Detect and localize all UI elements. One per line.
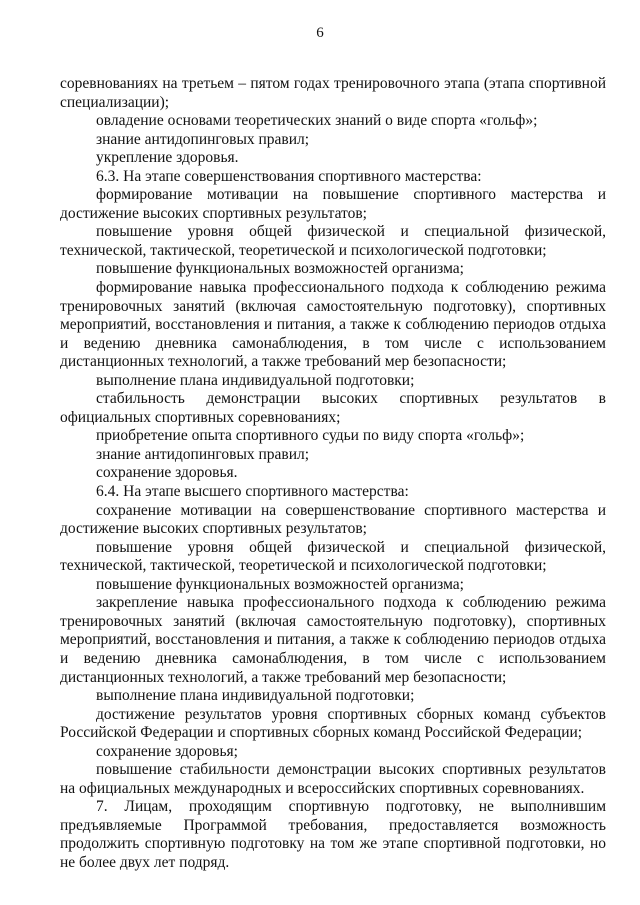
paragraph: повышение функциональных возможностей организма; <box>96 575 464 593</box>
paragraph: повышение функциональных возможностей организма; <box>96 260 464 278</box>
paragraph: сохранение здоровья. <box>96 464 238 482</box>
paragraph: сохранение здоровья; <box>96 742 238 760</box>
document-body <box>60 75 606 873</box>
paragraph: 7. Лицам, проходящим спортивную подготовку, не выполнившим предъявляемые Программой требования, предоставляется возможность продолжить спортивную подготовку на том же этапе спортивной подготовки, но не более двух лет подряд. <box>60 798 606 871</box>
paragraph: повышение уровня общей физической и специальной физической, технической, тактической, теоретической и психологической подготовки; <box>60 538 606 575</box>
paragraph: приобретение опыта спортивного судьи по виду спорта «гольф»; <box>96 427 525 445</box>
paragraph: выполнение плана индивидуальной подготовки; <box>96 687 415 705</box>
paragraph: повышение уровня общей физической и специальной физической, технической, тактической, теоретической и психологической подготовки; <box>60 223 606 259</box>
paragraph: достижение результатов уровня спортивных сборных команд субъектов Российской Федерации и спортивных сборных команд Российской Федерации; <box>60 705 606 742</box>
paragraph: формирование навыка профессионального подхода к соблюдению режима тренировочных занятий (включая самостоятельную подготовку), спортивных мероприятий, восстановления и питания, а также к соблюдению периодов отдыха и ведению дневника самонаблюдения, в том числе с использованием дистанционных технологий, а также требований мер безопасности; <box>60 279 606 371</box>
paragraph: сохранение мотивации на совершенствование спортивного мастерства и достижение высоких спортивных результатов; <box>60 501 606 538</box>
paragraph: 6.3. На этапе совершенствования спортивного мастерства: <box>96 167 482 185</box>
paragraph: знание антидопинговых правил; <box>96 130 310 148</box>
paragraph: овладение основами теоретических знаний о виде спорта «гольф»; <box>96 112 538 130</box>
paragraph: 6.4. На этапе высшего спортивного мастерства: <box>96 483 409 501</box>
paragraph: повышение стабильности демонстрации высоких спортивных результатов на официальных международных и всероссийских спортивных соревнованиях. <box>60 761 606 797</box>
paragraph: знание антидопинговых правил; <box>96 445 310 463</box>
paragraph: укрепление здоровья. <box>96 149 239 167</box>
paragraph: формирование мотивации на повышение спортивного мастерства и достижение высоких спортивных результатов; <box>60 186 606 222</box>
paragraph: стабильность демонстрации высоких спортивных результатов в официальных спортивных соревнованиях; <box>60 390 606 426</box>
paragraph: соревнованиях на третьем – пятом годах тренировочного этапа (этапа спортивной специализации); <box>60 75 606 111</box>
paragraph: закрепление навыка профессионального подхода к соблюдению режима тренировочных занятий (включая самостоятельную подготовку), спортивных мероприятий, восстановления и питания, а также к соблюдению периодов отдыха и ведению дневника самонаблюдения, в том числе с использованием дистанционных технологий, а также требований мер безопасности; <box>60 594 606 686</box>
page-number: 6 <box>316 25 324 41</box>
paragraph: выполнение плана индивидуальной подготовки; <box>96 371 415 389</box>
